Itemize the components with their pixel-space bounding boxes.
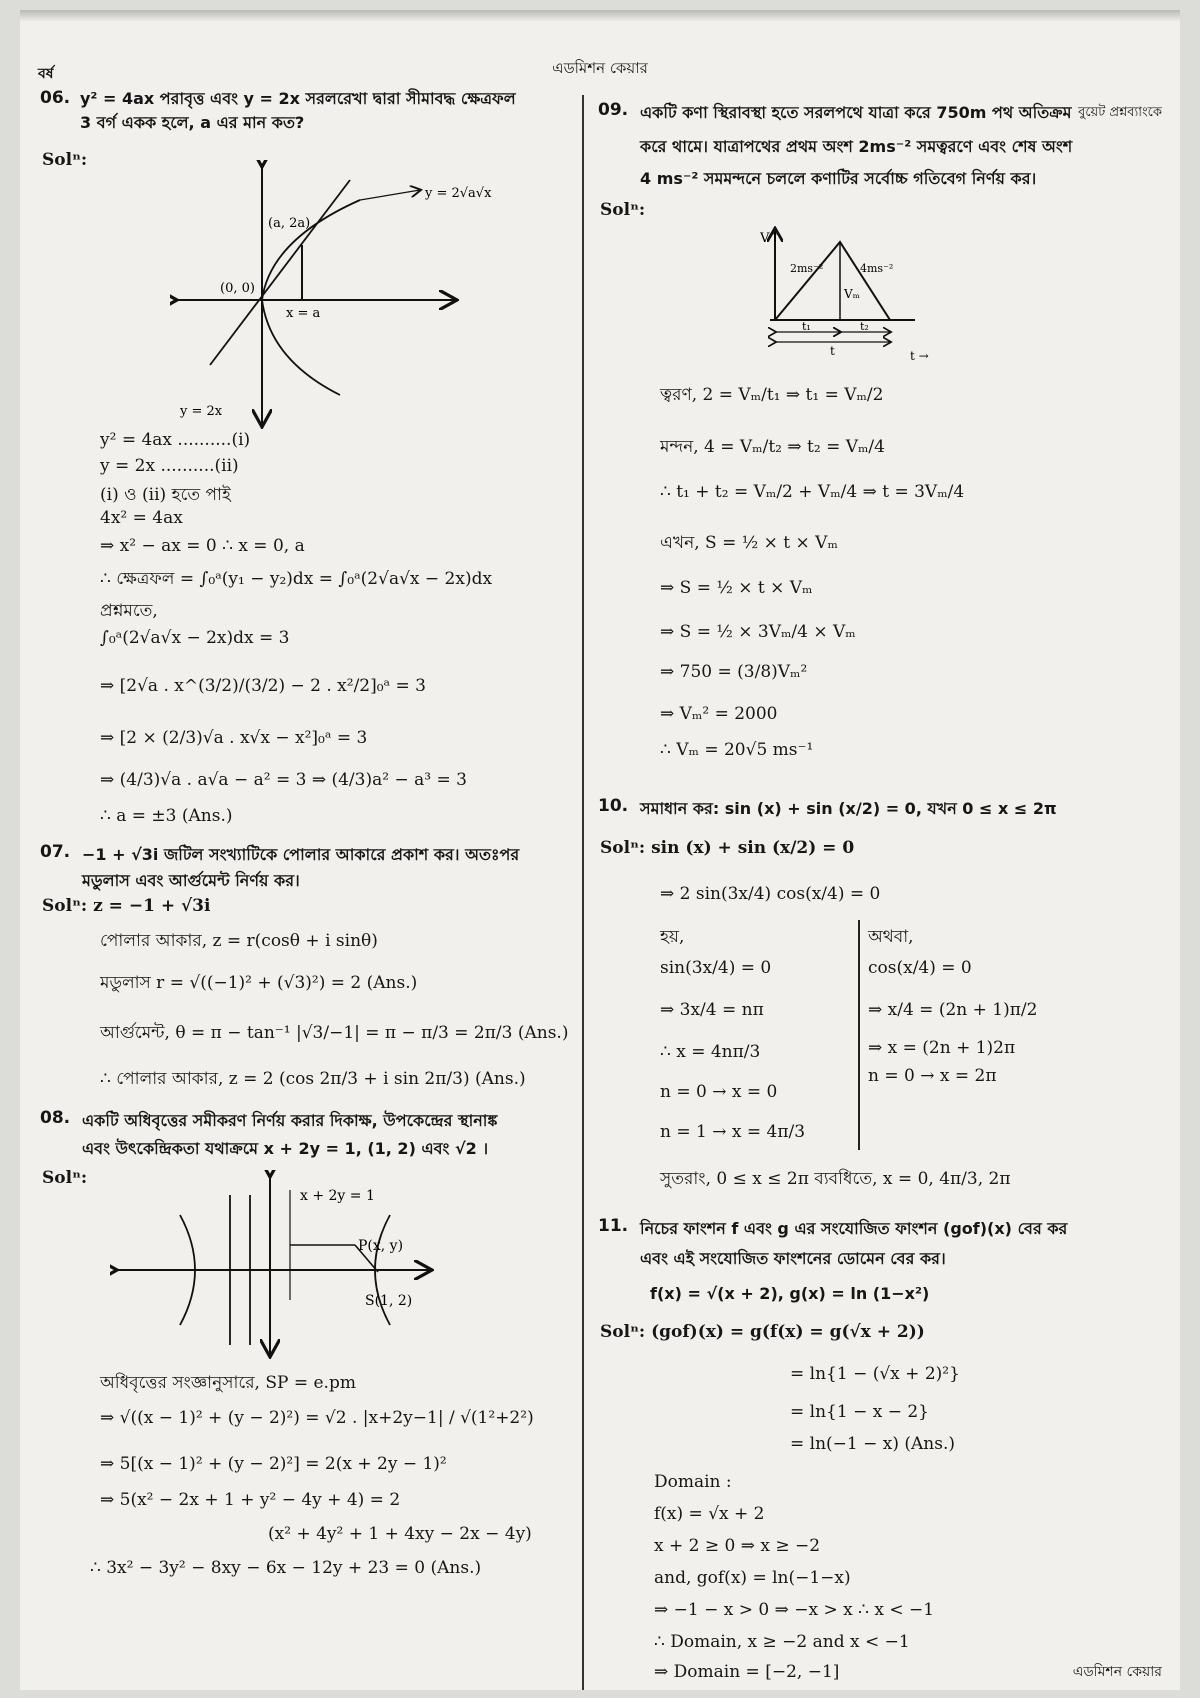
- q09-a1-label: 2ms⁻²: [790, 262, 824, 275]
- q10-right-case: ⇒ x = (2n + 1)2π: [868, 1038, 1016, 1058]
- q09-t2-label: t₂: [860, 320, 869, 333]
- q09-answer: ∴ Vₘ = 20√5 ms⁻¹: [660, 740, 814, 760]
- q11-step: = ln{1 − (√x + 2)²}: [790, 1364, 960, 1384]
- q09-text-line2: করে থামে। যাত্রাপথের প্রথম অংশ 2ms⁻² সমত্বরণে এবং শেষ অংশ: [640, 137, 1073, 156]
- q06-solution-label: Solⁿ:: [42, 150, 88, 170]
- q09-vt-graph: [760, 220, 960, 370]
- q11-functions: f(x) = √(x + 2), g(x) = ln (1−x²): [650, 1284, 930, 1303]
- q08-graph: [110, 1170, 460, 1360]
- q08-solution-label: Solⁿ:: [42, 1168, 88, 1188]
- q08-text-line2: এবং উৎকেন্দ্রিকতা যথাক্রমে x + 2y = 1, (1, 2) এবং √2 ।: [82, 1139, 489, 1158]
- q11-answer: = ln(−1 − x) (Ans.): [790, 1434, 956, 1454]
- corner-tag: বর্ষ: [38, 66, 54, 82]
- q11-text-line1: নিচের ফাংশন f এবং g এর সংযোজিত ফাংশন (gof)(x) বের কর: [640, 1219, 1068, 1238]
- column-divider: [582, 95, 584, 1690]
- q09-step: ⇒ 750 = (3/8)Vₘ²: [660, 662, 808, 682]
- q07-step: পোলার আকার, z = r(cosθ + i sinθ): [100, 931, 378, 951]
- q06-step: ∫₀ᵃ(2√a√x − 2x)dx = 3: [100, 628, 290, 648]
- q06-text-line1: y² = 4ax পরাবৃত্ত এবং y = 2x সরলরেখা দ্বারা সীমাবদ্ধ ক্ষেত্রফল: [80, 89, 516, 108]
- q08-s-label: S(1, 2): [365, 1293, 413, 1309]
- q06-point-label: (a, 2a): [268, 216, 311, 231]
- q08-p-label: P(x, y): [358, 1238, 404, 1254]
- q06-curve-label: y = 2√a√x: [425, 186, 492, 201]
- q08-line-label: x + 2y = 1: [300, 1188, 375, 1204]
- q11-domain-line: x + 2 ≥ 0 ⇒ x ≥ −2: [654, 1536, 821, 1556]
- q10-right-case: অথবা,: [868, 927, 914, 947]
- q09-t-axis-label: t →: [910, 349, 929, 363]
- q09-text-line3: 4 ms⁻² সমমন্দনে চললে কণাটির সর্বোচ্চ গতিবেগ নির্ণয় কর।: [640, 169, 1037, 188]
- q07-number: 07.: [40, 842, 71, 862]
- q08-step: ⇒ 5(x² − 2x + 1 + y² − 4y + 4) = 2: [100, 1490, 401, 1510]
- q09-step: ⇒ Vₘ² = 2000: [660, 704, 778, 724]
- q10-solution-label: Solⁿ: sin (x) + sin (x/2) = 0: [600, 838, 855, 858]
- q08-answer: ∴ 3x² − 3y² − 8xy − 6x − 12y + 23 = 0 (Ans.): [90, 1558, 482, 1578]
- q10-final-answer: সুতরাং, 0 ≤ x ≤ 2π ব্যবধিতে, x = 0, 4π/3, 2π: [660, 1169, 1011, 1189]
- q11-domain-line: ⇒ −1 − x > 0 ⇒ −x > x ∴ x < −1: [654, 1600, 935, 1620]
- q09-step: ⇒ S = ½ × t × Vₘ: [660, 578, 813, 598]
- q06-xa-label: x = a: [286, 306, 321, 321]
- q06-step: y = 2x ..........(ii): [100, 456, 239, 476]
- q06-step: ⇒ [2 × (2/3)√a . x√x − x²]₀ᵃ = 3: [100, 728, 368, 748]
- q08-step: (x² + 4y² + 1 + 4xy − 2x − 4y): [268, 1524, 532, 1544]
- q11-domain-line: Domain :: [654, 1472, 732, 1492]
- q11-domain-line: and, gof(x) = ln(−1−x): [654, 1568, 851, 1588]
- q11-domain-line: f(x) = √x + 2: [654, 1504, 765, 1524]
- q08-text-line1: একটি অধিবৃত্তের সমীকরণ নির্ণয় করার দিকাক্ষ, উপকেন্দ্রের স্থানাঙ্ক: [82, 1111, 498, 1130]
- q10-number: 10.: [598, 796, 629, 816]
- q07-text-line2: মডুলাস এবং আর্গুমেন্ট নির্ণয় কর।: [82, 871, 300, 890]
- q09-step: ∴ t₁ + t₂ = Vₘ/2 + Vₘ/4 ⇒ t = 3Vₘ/4: [660, 482, 965, 502]
- q07-solution-label: Solⁿ: z = −1 + √3i: [42, 896, 211, 916]
- q09-t1-label: t₁: [802, 320, 811, 333]
- q06-step: ∴ ক্ষেত্রফল = ∫₀ᵃ(y₁ − y₂)dx = ∫₀ᵃ(2√a√x − 2x)dx: [100, 569, 493, 589]
- q07-step: আর্গুমেন্ট, θ = π − tan⁻¹ |√3/−1| = π − π/3 = 2π/3 (Ans.): [100, 1023, 569, 1043]
- q06-step: প্রশ্নমতে,: [100, 601, 158, 621]
- q09-step: ত্বরণ, 2 = Vₘ/t₁ ⇒ t₁ = Vₘ/2: [660, 385, 884, 405]
- q09-step: এখন, S = ½ × t × Vₘ: [660, 533, 838, 553]
- q11-number: 11.: [598, 1216, 629, 1236]
- page-edge-shadow: [20, 10, 1180, 22]
- q10-left-case: sin(3x/4) = 0: [660, 958, 772, 978]
- q10-left-case: হয়,: [660, 927, 685, 947]
- q06-graph: [170, 160, 510, 430]
- q09-text-line1: একটি কণা স্থিরাবস্থা হতে সরলপথে যাত্রা করে 750m পথ অতিক্রম: [640, 103, 1072, 122]
- q09-a2-label: 4ms⁻²: [860, 262, 894, 275]
- q09-vm-label: Vₘ: [844, 287, 861, 301]
- q06-origin-label: (0, 0): [220, 281, 255, 296]
- q06-step: (i) ও (ii) হতে পাই: [100, 485, 231, 505]
- page-footer: এডমিশন কেয়ার: [1072, 1664, 1162, 1680]
- q10-left-case: ∴ x = 4nπ/3: [660, 1042, 761, 1062]
- q11-text-line2: এবং এই সংযোজিত ফাংশনের ডোমেন বের কর।: [640, 1249, 946, 1268]
- q07-step: মডুলাস r = √((−1)² + (√3)²) = 2 (Ans.): [100, 973, 418, 993]
- q11-domain-answer: ⇒ Domain = [−2, −1]: [654, 1662, 840, 1682]
- q07-answer: ∴ পোলার আকার, z = 2 (cos 2π/3 + i sin 2π/3) (Ans.): [100, 1069, 526, 1089]
- q09-v-label: V↑: [760, 231, 781, 246]
- q09-solution-label: Solⁿ:: [600, 200, 646, 220]
- q06-step: ⇒ (4/3)√a . a√a − a² = 3 ⇒ (4/3)a² − a³ = 3: [100, 770, 467, 790]
- q10-right-case: cos(x/4) = 0: [868, 958, 972, 978]
- q10-text: সমাধান কর: sin (x) + sin (x/2) = 0, যখন 0 ≤ x ≤ 2π: [640, 799, 1057, 818]
- q06-step: y² = 4ax ..........(i): [100, 430, 251, 450]
- q10-right-case: n = 0 → x = 2π: [868, 1066, 997, 1086]
- q10-left-case: n = 0 → x = 0: [660, 1082, 778, 1102]
- q08-number: 08.: [40, 1108, 71, 1128]
- page-header: এডমিশন কেয়ার: [552, 59, 648, 77]
- q11-solution-label: Solⁿ: (gof)(x) = g(f(x) = g(√x + 2)): [600, 1322, 925, 1342]
- header-right-label: বুয়েট প্রশ্নব্যাংকে: [1078, 105, 1162, 120]
- q07-text-line1: −1 + √3i জটিল সংখ্যাটিকে পোলার আকারে প্রকাশ কর। অতঃপর: [82, 845, 520, 864]
- q10-step: ⇒ 2 sin(3x/4) cos(x/4) = 0: [660, 884, 881, 904]
- q09-number: 09.: [598, 100, 629, 120]
- q06-number: 06.: [40, 88, 71, 108]
- q06-line-label: y = 2x: [180, 404, 223, 419]
- q10-right-case: ⇒ x/4 = (2n + 1)π/2: [868, 1000, 1038, 1020]
- q11-step: = ln{1 − x − 2}: [790, 1402, 929, 1422]
- q08-step: ⇒ √((x − 1)² + (y − 2)²) = √2 . |x+2y−1| / √(1²+2²): [100, 1408, 534, 1428]
- q11-domain-line: ∴ Domain, x ≥ −2 and x < −1: [654, 1632, 910, 1652]
- q06-step: ⇒ x² − ax = 0 ∴ x = 0, a: [100, 536, 305, 556]
- document-page: [20, 10, 1180, 1690]
- q06-step: ⇒ [2√a . x^(3/2)/(3/2) − 2 . x²/2]₀ᵃ = 3: [100, 676, 426, 696]
- q09-step: ⇒ S = ½ × 3Vₘ/4 × Vₘ: [660, 622, 856, 642]
- q10-left-case: n = 1 → x = 4π/3: [660, 1122, 806, 1142]
- q09-step: মন্দন, 4 = Vₘ/t₂ ⇒ t₂ = Vₘ/4: [660, 437, 885, 457]
- q06-answer: ∴ a = ±3 (Ans.): [100, 806, 233, 826]
- q08-step: অধিবৃত্তের সংজ্ঞানুসারে, SP = e.pm: [100, 1373, 356, 1393]
- q08-step: ⇒ 5[(x − 1)² + (y − 2)²] = 2(x + 2y − 1)²: [100, 1454, 447, 1474]
- q09-t-label: t: [830, 344, 835, 358]
- q10-left-case: ⇒ 3x/4 = nπ: [660, 1000, 764, 1020]
- q06-step: 4x² = 4ax: [100, 508, 183, 528]
- q06-text-line2: 3 বর্গ একক হলে, a এর মান কত?: [80, 113, 305, 132]
- q10-case-divider: [858, 920, 860, 1150]
